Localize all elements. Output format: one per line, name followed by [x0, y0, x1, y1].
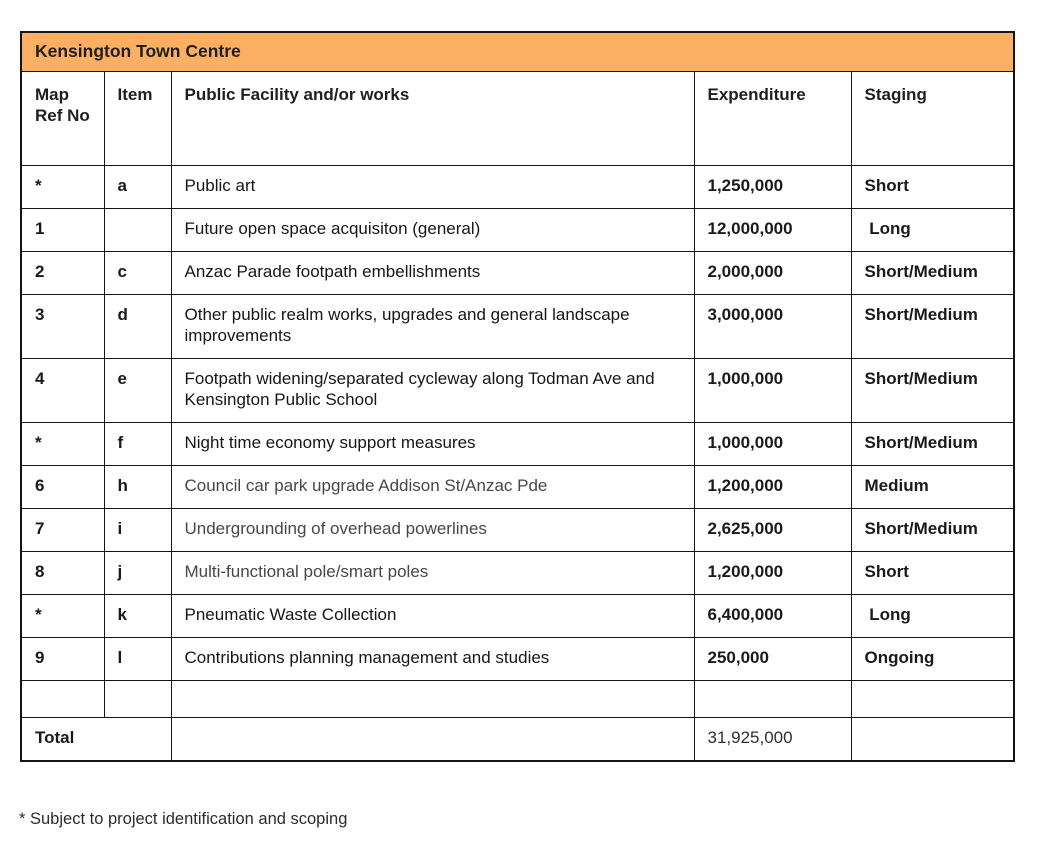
cell-map-ref: 9 — [21, 637, 104, 680]
table-title: Kensington Town Centre — [21, 32, 1014, 71]
cell-map-ref: 7 — [21, 508, 104, 551]
cell-expenditure: 1,250,000 — [694, 165, 851, 208]
cell-facility: Undergrounding of overhead powerlines — [171, 508, 694, 551]
cell-staging: Short/Medium — [851, 508, 1014, 551]
cell-map-ref: 8 — [21, 551, 104, 594]
total-facility-cell — [171, 717, 694, 761]
cell-facility: Pneumatic Waste Collection — [171, 594, 694, 637]
column-header-item: Item — [104, 71, 171, 165]
cell-facility: Night time economy support measures — [171, 422, 694, 465]
cell-facility — [171, 680, 694, 717]
cell-item: i — [104, 508, 171, 551]
table-row — [21, 251, 1014, 294]
cell-item: k — [104, 594, 171, 637]
table-row — [21, 508, 1014, 551]
table-row — [21, 358, 1014, 422]
column-header-map-ref-no: Map Ref No — [21, 71, 104, 165]
table-row — [21, 208, 1014, 251]
column-header-facility: Public Facility and/or works — [171, 71, 694, 165]
cell-expenditure: 6,400,000 — [694, 594, 851, 637]
cell-expenditure: 3,000,000 — [694, 294, 851, 358]
table-row — [21, 637, 1014, 680]
table-row — [21, 551, 1014, 594]
total-value: 31,925,000 — [694, 717, 851, 761]
cell-item: a — [104, 165, 171, 208]
cell-facility: Multi-functional pole/smart poles — [171, 551, 694, 594]
cell-staging: Short/Medium — [851, 422, 1014, 465]
table-row — [21, 294, 1014, 358]
cell-map-ref — [21, 680, 104, 717]
total-staging-cell — [851, 717, 1014, 761]
cell-item: d — [104, 294, 171, 358]
cell-expenditure: 250,000 — [694, 637, 851, 680]
cell-item: f — [104, 422, 171, 465]
table-row — [21, 165, 1014, 208]
cell-item: c — [104, 251, 171, 294]
cell-facility: Contributions planning management and studies — [171, 637, 694, 680]
total-label: Total — [21, 717, 171, 761]
column-header-expenditure: Expenditure — [694, 71, 851, 165]
cell-map-ref: 4 — [21, 358, 104, 422]
cell-expenditure — [694, 680, 851, 717]
cell-item: e — [104, 358, 171, 422]
cell-map-ref: * — [21, 594, 104, 637]
cell-facility: Anzac Parade footpath embellishments — [171, 251, 694, 294]
cell-map-ref: 1 — [21, 208, 104, 251]
cell-facility: Footpath widening/separated cycleway along Todman Ave and Kensington Public School — [171, 358, 694, 422]
cell-map-ref: 6 — [21, 465, 104, 508]
cell-facility: Other public realm works, upgrades and general landscape improvements — [171, 294, 694, 358]
cell-staging: Long — [851, 208, 1014, 251]
cell-staging: Long — [851, 594, 1014, 637]
total-row — [21, 717, 1014, 761]
cell-expenditure: 2,000,000 — [694, 251, 851, 294]
cell-map-ref: 2 — [21, 251, 104, 294]
cell-item — [104, 208, 171, 251]
table-row — [21, 422, 1014, 465]
column-header-staging: Staging — [851, 71, 1014, 165]
facilities-table — [20, 31, 1015, 762]
cell-expenditure: 1,200,000 — [694, 551, 851, 594]
cell-staging: Short/Medium — [851, 294, 1014, 358]
cell-facility: Public art — [171, 165, 694, 208]
cell-expenditure: 12,000,000 — [694, 208, 851, 251]
cell-staging: Short/Medium — [851, 251, 1014, 294]
empty-row — [21, 680, 1014, 717]
cell-map-ref: * — [21, 165, 104, 208]
cell-staging: Ongoing — [851, 637, 1014, 680]
table-row — [21, 465, 1014, 508]
cell-expenditure: 2,625,000 — [694, 508, 851, 551]
cell-expenditure: 1,000,000 — [694, 422, 851, 465]
cell-item — [104, 680, 171, 717]
cell-item: h — [104, 465, 171, 508]
cell-staging: Medium — [851, 465, 1014, 508]
cell-expenditure: 1,000,000 — [694, 358, 851, 422]
cell-facility: Council car park upgrade Addison St/Anzac Pde — [171, 465, 694, 508]
cell-staging — [851, 680, 1014, 717]
cell-staging: Short — [851, 165, 1014, 208]
cell-staging: Short/Medium — [851, 358, 1014, 422]
cell-staging: Short — [851, 551, 1014, 594]
cell-item: j — [104, 551, 171, 594]
cell-facility: Future open space acquisiton (general) — [171, 208, 694, 251]
cell-item: l — [104, 637, 171, 680]
table-header-row — [21, 71, 1014, 165]
footnote-text: * Subject to project identification and scoping — [19, 810, 348, 828]
table-title-row — [21, 32, 1014, 71]
cell-expenditure: 1,200,000 — [694, 465, 851, 508]
cell-map-ref: * — [21, 422, 104, 465]
cell-map-ref: 3 — [21, 294, 104, 358]
table-row — [21, 594, 1014, 637]
